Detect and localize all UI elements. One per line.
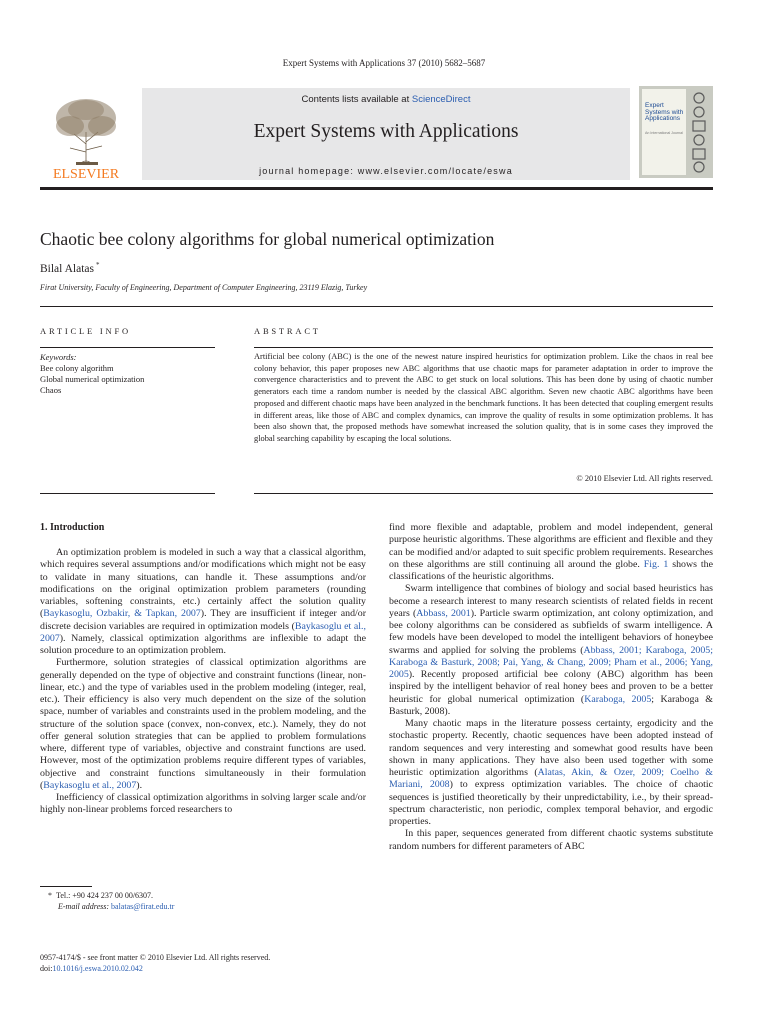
citation-link[interactable]: Karaboga, 2005 bbox=[584, 693, 652, 705]
front-matter-meta bbox=[40, 952, 270, 974]
footnote bbox=[40, 890, 174, 912]
homepage-prefix: journal homepage: bbox=[259, 166, 358, 176]
keyword-item: Global numerical optimization bbox=[40, 374, 145, 384]
cover-subtitle: An International Journal bbox=[645, 131, 683, 135]
text-run: shows the classifications of the heuristic algorithms. bbox=[389, 558, 713, 582]
author-line bbox=[40, 261, 99, 275]
abstract-bottom-rule bbox=[254, 493, 713, 494]
keywords-label: Keywords: bbox=[40, 352, 77, 362]
text-run: ). Recently proposed artificial bee colony (ABC) algorithm has been inspired by the intelligent behavior of real honey bees and proven to be a better heuristic for global numerical optimization ( bbox=[389, 669, 713, 705]
citation-link[interactable]: Baykasoglu, Ozbakir, & Tapkan, 2007 bbox=[43, 608, 201, 620]
sciencedirect-link[interactable]: ScienceDirect bbox=[411, 94, 471, 105]
front-matter-line: 0957-4174/$ - see front matter © 2010 Elsevier Ltd. All rights reserved. bbox=[40, 953, 271, 962]
body-column-right bbox=[389, 522, 713, 853]
homepage-url[interactable]: www.elsevier.com/locate/eswa bbox=[357, 166, 513, 176]
footnote-tel-text: Tel.: +90 424 237 00 00/6307. bbox=[56, 891, 154, 900]
citation-link[interactable]: Baykasoglu et al., 2007 bbox=[43, 779, 137, 791]
text-run: find more flexible and adaptable, problem and model independent, general purpose heuristic algorithms. These algorithms are efficient and flexible and they can be modified and/or adapted to suit specific problem requirements. Researches on these algorithms are still continuing all around the globe. bbox=[389, 522, 713, 570]
text-run: ). bbox=[136, 779, 143, 791]
citation-link[interactable]: Alatas, Akin, & Ozer, 2009; Coelho & Mariani, 2008 bbox=[389, 767, 713, 791]
author-name: Bilal Alatas bbox=[40, 262, 94, 275]
abstract-copyright: © 2010 Elsevier Ltd. All rights reserved. bbox=[576, 474, 713, 483]
publisher-name: ELSEVIER bbox=[52, 167, 120, 180]
body-paragraph bbox=[389, 718, 713, 828]
abstract-label: ABSTRACT bbox=[254, 326, 321, 336]
body-paragraph bbox=[40, 657, 366, 792]
article-title: Chaotic bee colony algorithms for global numerical optimization bbox=[40, 229, 495, 249]
keyword-item: Bee colony algorithm bbox=[40, 363, 114, 373]
text-run: ; Karaboga & Basturk, 2008). bbox=[389, 693, 713, 717]
text-run: Furthermore, solution strategies of classical optimization algorithms are generally depended on the type of objective and constraint functions (linear, non-linear, etc.) and the type of variables used in the problem modeling (integer, real, etc.). Their efficiency is also very much dependent on the size of the solution space, number of variables and constraints used in the problem modeling, and the structure of the solution space (convex, non-convex, etc.). Namely, they do not offer general solution strategies that can be applied to problem formulations where, different type of variables, objective and constraint functions are used. However, most of the optimization problems require different types of variables, objective and constraint functions simultaneously in their formulation ( bbox=[40, 657, 366, 791]
journal-citation: Expert Systems with Applications 37 (2010) 5682–5687 bbox=[282, 58, 486, 68]
contents-prefix: Contents lists available at bbox=[301, 94, 412, 105]
doi-link[interactable]: 10.1016/j.eswa.2010.02.042 bbox=[52, 964, 143, 973]
journal-title: Expert Systems with Applications bbox=[253, 121, 519, 142]
footnote-mark: * bbox=[48, 891, 52, 900]
email-label: E-mail address: bbox=[58, 902, 112, 911]
body-paragraph: In this paper, sequences generated from different chaotic systems substitute random numbers for different parameters of ABC bbox=[389, 828, 713, 852]
article-info-bottom-rule bbox=[40, 493, 215, 494]
article-info-rule bbox=[40, 347, 215, 348]
body-paragraph bbox=[389, 522, 713, 583]
text-run: Swarm intelligence that combines of biology and social based heuristics has become a research interest to many research scientists of related fields in recent years ( bbox=[389, 583, 713, 619]
journal-cover bbox=[639, 86, 713, 178]
abstract-rule bbox=[254, 347, 713, 348]
text-run: An optimization problem is modeled in such a way that a classical algorithm, which requires several assumptions and/or modifications which might not be easy to validate in many situations, can handle it. These assumptions and/or modifications on the original optimization problem parameters (rounding variables, softening constraints, etc.) certainly affect the solution quality ( bbox=[40, 547, 366, 620]
abstract-text: Artificial bee colony (ABC) is the one of the newest nature inspired heuristics for optimization problem. Like the chaos in real bee colony behavior, this paper proposes new ABC algorithms that use chaotic maps for parameter adaptation in order to improve the convergence characteristics and to prevent the ABC to get stuck on local solutions. This has been done by using of chaotic number generators each time a random number is needed by the classical ABC algorithm. Seven new chaotic ABC algorithms have been proposed and different chaotic maps have been analyzed in the benchmark functions. It has been detected that coupling emergent results in different areas, like those of ABC and complex dynamics, can improve the quality of results in some optimization problems. It has been also shown that, the proposed methods have somewhat increased the solution quality, that is in some cases they improved the global searching capability by escaping the local solutions. bbox=[254, 352, 713, 443]
body-paragraph bbox=[40, 547, 366, 657]
contents-line bbox=[142, 94, 630, 105]
author-affiliation: Firat University, Faculty of Engineering, Department of Computer Engineering, 23119 Elazig, Turkey bbox=[40, 283, 368, 292]
text-run: Many chaotic maps in the literature possess certainty, ergodicity and the stochastic property. Recently, chaotic sequences have been adopted instead of random sequences and very interesting and somewhat good results have been shown in many applications. They have also been used together with some heuristic optimization algorithms ( bbox=[389, 718, 713, 778]
doi-line bbox=[40, 963, 270, 974]
cover-title: Expert Systems with Applications bbox=[645, 102, 684, 122]
cover-panel bbox=[642, 89, 686, 175]
cover-pattern-icon bbox=[688, 90, 710, 174]
author-footnote-mark[interactable]: * bbox=[95, 261, 100, 269]
section-heading-introduction: 1. Introduction bbox=[40, 522, 105, 533]
journal-homepage bbox=[142, 166, 630, 176]
citation-link[interactable]: Abbass, 2001 bbox=[416, 607, 471, 619]
text-run: ) to express optimization variables. The choice of chaotic sequences is justified theoretically by their unpredictability, i.e., by their spread-spectrum characteristic, non periodic, complex temporal behavior, and ergodic properties. bbox=[389, 779, 713, 827]
elsevier-tree-icon bbox=[40, 92, 132, 180]
text-run: ). Particle swarm optimization, ant colony optimization, and bee colony algorithms can be considered as subfields of swarm intelligence. A few models have been developed to model the intelligent behaviors of honeybee swarms and applied for solving the problems ( bbox=[389, 607, 714, 656]
keyword-item: Chaos bbox=[40, 385, 62, 395]
footnote-tel bbox=[40, 890, 174, 901]
body-paragraph bbox=[389, 583, 713, 718]
email-link[interactable]: balatas@firat.edu.tr bbox=[111, 902, 175, 911]
article-info-label: ARTICLE INFO bbox=[40, 326, 131, 336]
footnote-rule bbox=[40, 886, 92, 887]
header-rule bbox=[40, 187, 713, 190]
footnote-email bbox=[40, 901, 174, 912]
text-run: ). They are insufficient if integer and/or discrete decision variables are required in optimization models ( bbox=[40, 608, 366, 632]
title-rule bbox=[40, 306, 713, 307]
text-run: ). Namely, classical optimization algorithms are inflexible to adapt the solution procedure to an optimization problem. bbox=[40, 632, 366, 656]
keywords-block bbox=[40, 352, 215, 396]
figure-link[interactable]: Fig. 1 bbox=[643, 558, 669, 570]
citation-link[interactable]: Abbass, 2001; Karaboga, 2005; Karaboga & Basturk, 2008; Pai, Yang, & Chang, 2009; Pham et al., 2006; Yang, 2005 bbox=[389, 644, 713, 680]
body-paragraph: Inefficiency of classical optimization algorithms in solving larger scale and/or highly non-linear problems forced researchers to bbox=[40, 792, 366, 816]
citation-link[interactable]: Baykasoglu et al., 2007 bbox=[40, 620, 366, 644]
doi-label: doi: bbox=[40, 964, 53, 973]
body-column-left bbox=[40, 547, 366, 817]
elsevier-logo bbox=[40, 92, 132, 180]
